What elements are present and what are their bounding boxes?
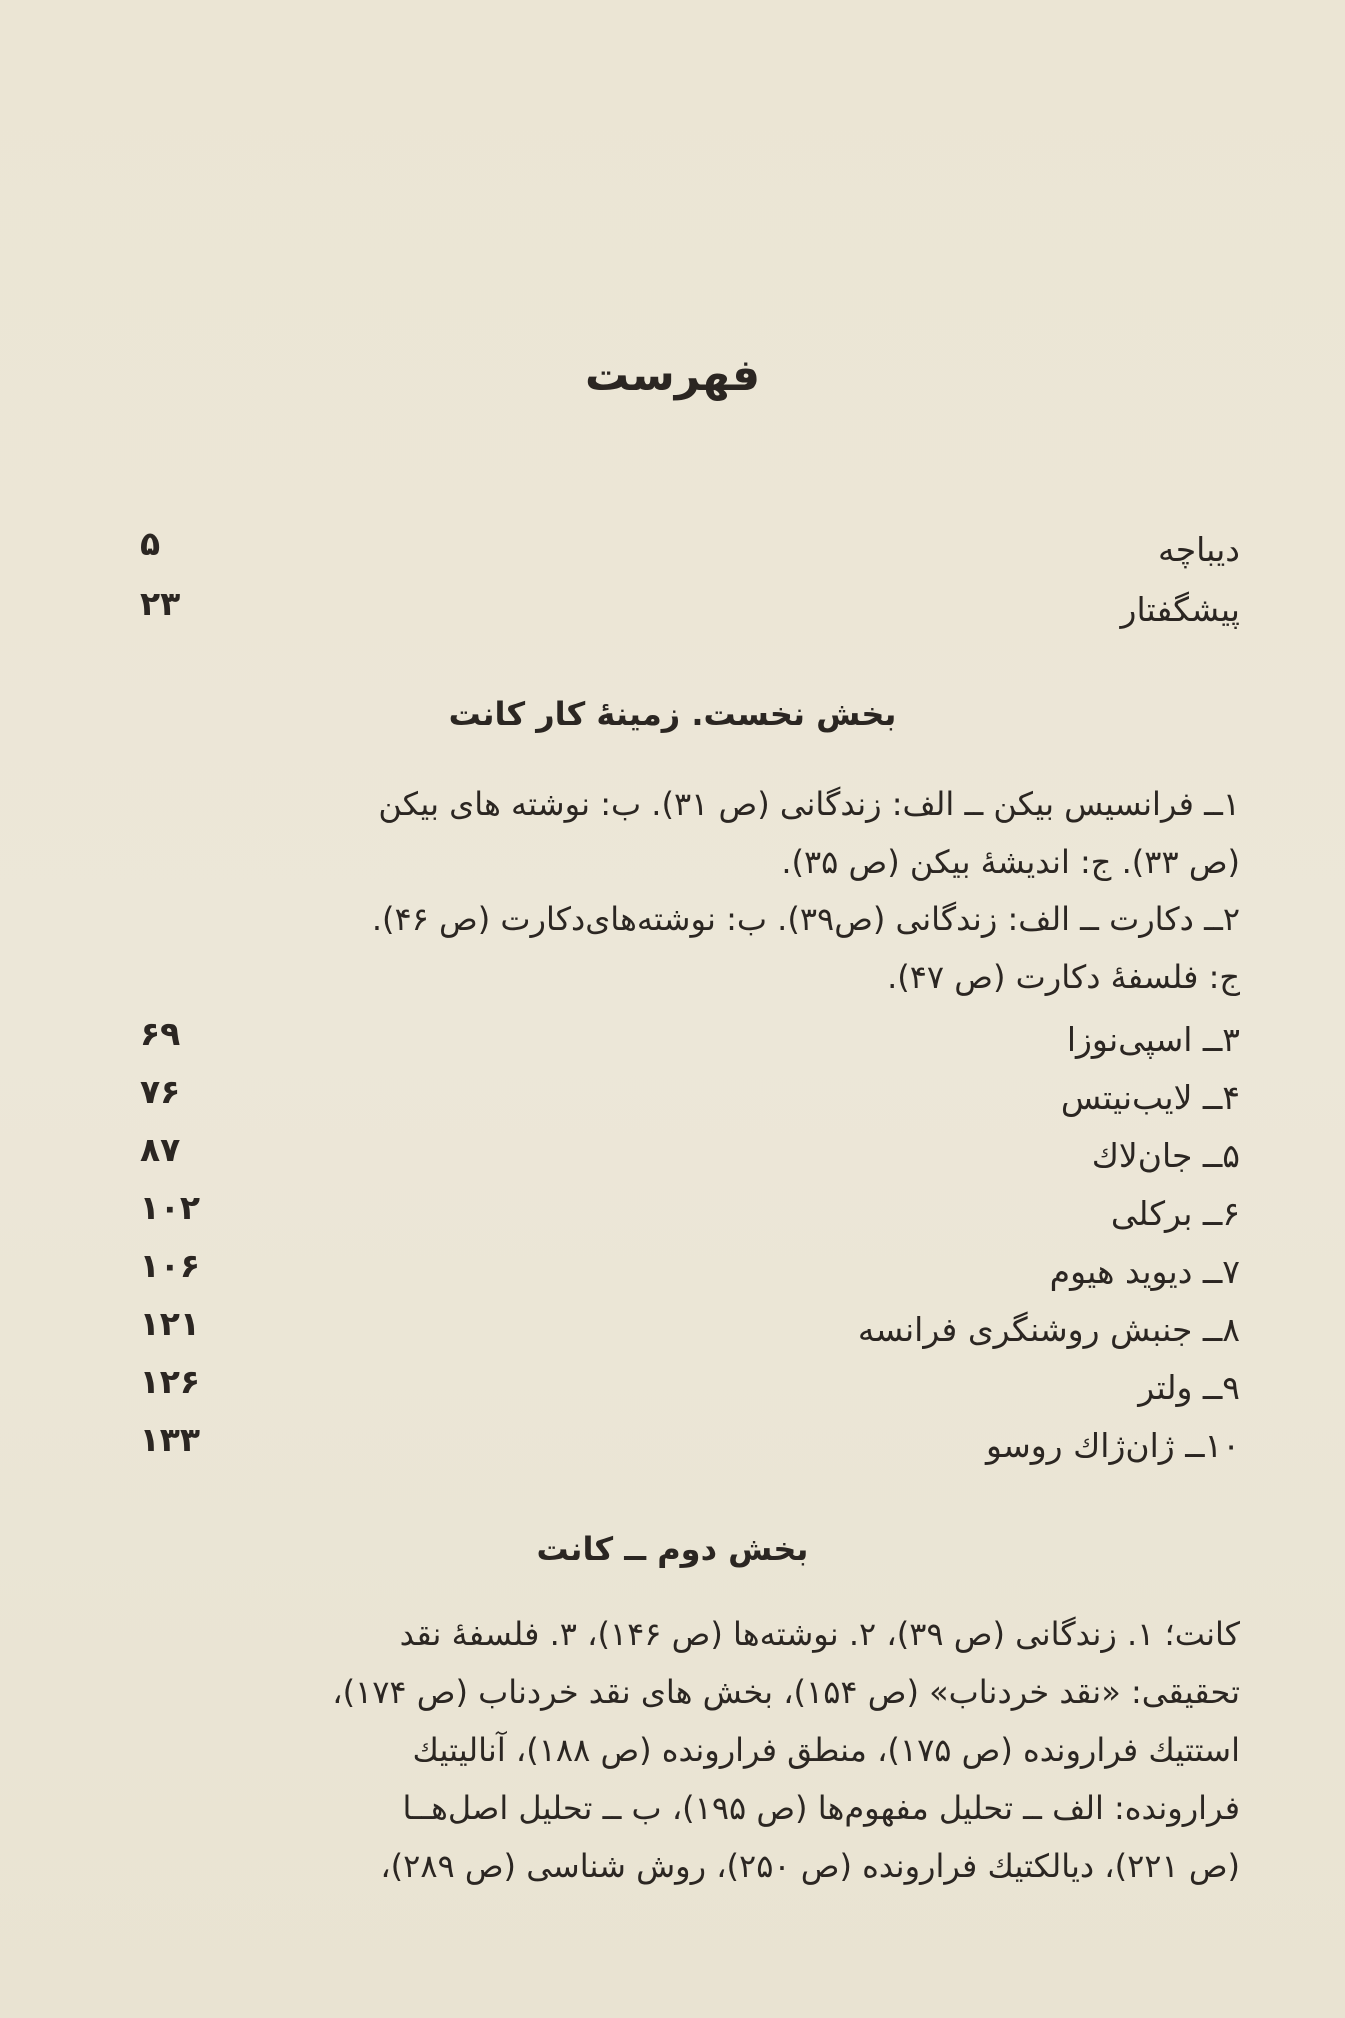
paragraph-line: (ص ۲۲۱)، دیالکتیك فرارونده (ص ۲۵۰)، روش شناسی (ص ۲۸۹)، — [380, 1847, 1240, 1885]
toc-entry-label: ۴ــ لایب‌نیتس — [1060, 1078, 1240, 1117]
toc-entry-label: ۶ــ برکلی — [1110, 1194, 1240, 1233]
paragraph-line: ۲ــ دکارت ــ الف: زندگانی (ص۳۹). ب: نوشته‌های‌دکارت (ص ۴۶). — [371, 900, 1240, 938]
toc-entry-label: ۸ــ جنبش روشنگری فرانسه — [857, 1310, 1240, 1349]
toc-entry-page: ۱۲۶ — [139, 1362, 200, 1401]
toc-entry-label: ۱۰ــ ژان‌ژاك روسو — [986, 1426, 1240, 1465]
toc-entry — [139, 1420, 1240, 1482]
toc-entry — [140, 1014, 1240, 1076]
toc-paragraph-bacon — [140, 775, 1240, 891]
paragraph-line: استتیك فرارونده (ص ۱۷۵)، منطق فرارونده (ص ۱۸۸)، آنالیتیك — [412, 1731, 1240, 1769]
section-heading-part-one: بخش نخست. زمینهٔ کار کانت — [448, 695, 897, 733]
toc-entry — [140, 1072, 1240, 1134]
toc-entry — [139, 1304, 1240, 1366]
toc-entry-page: ۲۳ — [140, 584, 181, 623]
toc-entry-label: ۹ــ ولتر — [1138, 1368, 1240, 1407]
toc-entry-page: ۱۳۳ — [139, 1420, 200, 1459]
toc-entry-preface — [140, 524, 1240, 586]
toc-entry-page: ۱۰۲ — [139, 1188, 200, 1227]
toc-paragraph-descartes — [140, 890, 1240, 1006]
paragraph-line: ۱ــ فرانسیس بیکن ــ الف: زندگانی (ص ۳۱). ب: نوشته های بیکن — [378, 785, 1240, 823]
section-heading-part-two: بخش دوم ــ کانت — [536, 1530, 809, 1568]
toc-entry — [139, 1246, 1240, 1308]
paragraph-line: تحقیقی: «نقد خردناب» (ص ۱۵۴)، بخش های نقد خردناب (ص ۱۷۴)، — [332, 1673, 1240, 1711]
toc-entry-label: ۵ــ جان‌لاك — [1091, 1136, 1240, 1175]
toc-entry-label: دیباچه — [1158, 530, 1240, 569]
toc-entry-foreword — [140, 584, 1240, 646]
toc-entry-page: ۱۰۶ — [139, 1246, 200, 1285]
toc-entry — [140, 1130, 1240, 1192]
toc-paragraph-kant — [140, 1605, 1240, 1895]
paragraph-line: کانت؛ ۱. زندگانی (ص ۳۹)، ۲. نوشته‌ها (ص ۱۴۶)، ۳. فلسفهٔ نقد — [399, 1615, 1240, 1653]
paragraph-line: ج: فلسفهٔ دکارت (ص ۴۷). — [887, 958, 1240, 996]
toc-entry-page: ۱۲۱ — [139, 1304, 200, 1343]
toc-entry — [139, 1188, 1240, 1250]
toc-entry-page: ۷۶ — [140, 1072, 181, 1111]
toc-entry-label: ۳ــ اسپی‌نوزا — [1066, 1020, 1240, 1059]
toc-entry — [139, 1362, 1240, 1424]
toc-entry-label: ۷ــ دیوید هیوم — [1049, 1252, 1240, 1291]
page-title: فهرست — [584, 350, 761, 401]
toc-entry-page: ۶۹ — [140, 1014, 181, 1053]
paragraph-line: فرارونده: الف ــ تحلیل مفهوم‌ها (ص ۱۹۵)، ب ــ تحلیل اصل‌هــا — [402, 1789, 1240, 1827]
toc-entry-page: ۸۷ — [140, 1130, 181, 1169]
toc-entry-page: ۵ — [140, 524, 161, 563]
toc-entry-label: پیشگفتار — [1120, 590, 1240, 629]
paragraph-line: (ص ۳۳). ج: اندیشهٔ بیکن (ص ۳۵). — [781, 843, 1240, 881]
